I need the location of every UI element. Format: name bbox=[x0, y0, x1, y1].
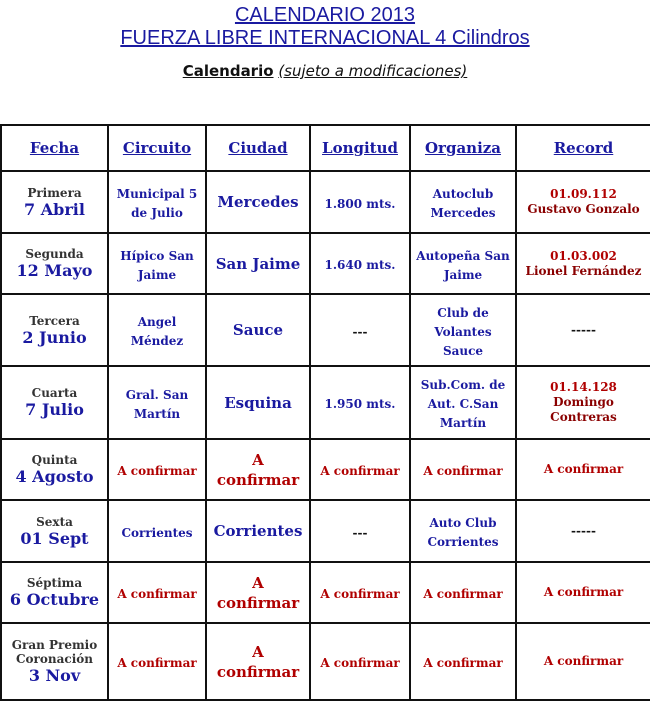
round-ordinal: Sexta bbox=[36, 514, 73, 529]
organiza-text: Autopeña San Jaime bbox=[416, 248, 510, 282]
cell-ciudad bbox=[206, 294, 310, 366]
longitud-text: 1.950 mts. bbox=[324, 397, 396, 411]
col-header-circuito: Circuito bbox=[108, 125, 206, 171]
cell-fecha bbox=[1, 366, 108, 439]
cell-record bbox=[516, 366, 650, 439]
cell-fecha bbox=[1, 171, 108, 233]
cell-record bbox=[516, 294, 650, 366]
record-time: ----- bbox=[571, 323, 596, 337]
organiza-text: A confirmar bbox=[423, 656, 503, 670]
circuito-text: Municipal 5 de Julio bbox=[116, 187, 198, 220]
ciudad-text: A confirmar bbox=[216, 573, 300, 612]
cell-organiza bbox=[410, 500, 516, 562]
ciudad-text: Sauce bbox=[232, 321, 284, 339]
cell-ciudad bbox=[206, 623, 310, 700]
organiza-text: Autoclub Mercedes bbox=[430, 187, 496, 220]
cell-fecha bbox=[1, 233, 108, 294]
ciudad-text: Esquina bbox=[224, 393, 292, 412]
record-holder: Domingo Contreras bbox=[550, 395, 617, 424]
cell-record bbox=[516, 623, 650, 700]
cell-circuito bbox=[108, 366, 206, 439]
table-row bbox=[1, 171, 650, 233]
circuito-text: A confirmar bbox=[117, 464, 197, 478]
circuito-text: Gral. San Martín bbox=[125, 387, 189, 421]
circuito-text: Angel Méndez bbox=[130, 315, 184, 348]
cell-fecha bbox=[1, 623, 108, 700]
ciudad-text: A confirmar bbox=[216, 450, 300, 489]
longitud-text: --- bbox=[352, 324, 368, 339]
ciudad-text: San Jaime bbox=[215, 254, 301, 273]
subtitle-bold: Calendario bbox=[182, 62, 274, 80]
organiza-text: A confirmar bbox=[423, 587, 503, 601]
ciudad-text: A confirmar bbox=[216, 642, 300, 681]
cell-organiza bbox=[410, 171, 516, 233]
cell-longitud bbox=[310, 562, 410, 623]
table-row bbox=[1, 623, 650, 700]
record-time: A confirmar bbox=[543, 585, 624, 599]
organiza-text: Club de Volantes Sauce bbox=[434, 305, 492, 358]
cell-ciudad bbox=[206, 233, 310, 294]
round-ordinal: Primera bbox=[27, 185, 82, 200]
cell-record bbox=[516, 439, 650, 500]
cell-longitud bbox=[310, 366, 410, 439]
longitud-text: A confirmar bbox=[320, 656, 400, 670]
round-date: 01 Sept bbox=[20, 528, 89, 548]
table-row bbox=[1, 294, 650, 366]
cell-circuito bbox=[108, 233, 206, 294]
header-row bbox=[1, 125, 650, 171]
cell-fecha bbox=[1, 500, 108, 562]
circuito-text: Corrientes bbox=[121, 525, 193, 540]
cell-organiza bbox=[410, 233, 516, 294]
record-time: ----- bbox=[571, 524, 596, 538]
ciudad-text: Mercedes bbox=[217, 193, 299, 211]
cell-ciudad bbox=[206, 171, 310, 233]
cell-record bbox=[516, 500, 650, 562]
cell-ciudad bbox=[206, 366, 310, 439]
longitud-text: A confirmar bbox=[320, 587, 400, 601]
cell-longitud bbox=[310, 500, 410, 562]
title-line-2: FUERZA LIBRE INTERNACIONAL 4 Cilindros bbox=[120, 27, 530, 49]
cell-circuito bbox=[108, 439, 206, 500]
round-ordinal: Tercera bbox=[29, 313, 80, 328]
title-line-1: CALENDARIO 2013 bbox=[234, 4, 416, 26]
cell-longitud bbox=[310, 171, 410, 233]
cell-record bbox=[516, 562, 650, 623]
cell-longitud bbox=[310, 294, 410, 366]
round-date: 7 Julio bbox=[25, 400, 84, 419]
cell-fecha bbox=[1, 562, 108, 623]
col-header-ciudad: Ciudad bbox=[206, 125, 310, 171]
round-date: 7 Abril bbox=[24, 199, 85, 219]
record-time: 01.14.128 bbox=[550, 380, 617, 394]
cell-circuito bbox=[108, 500, 206, 562]
round-ordinal: Séptima bbox=[26, 576, 83, 590]
organiza-text: Auto Club Corrientes bbox=[427, 516, 499, 549]
longitud-text: 1.800 mts. bbox=[324, 196, 396, 211]
record-time: A confirmar bbox=[543, 462, 624, 476]
cell-record bbox=[516, 171, 650, 233]
cell-ciudad bbox=[206, 500, 310, 562]
cell-record bbox=[516, 233, 650, 294]
round-date: 12 Mayo bbox=[16, 261, 93, 280]
table-row bbox=[1, 562, 650, 623]
cell-circuito bbox=[108, 623, 206, 700]
longitud-text: 1.640 mts. bbox=[324, 258, 396, 272]
cell-longitud bbox=[310, 623, 410, 700]
table-row bbox=[1, 500, 650, 562]
circuito-text: Hípico San Jaime bbox=[120, 248, 194, 282]
col-header-longitud: Longitud bbox=[310, 125, 410, 171]
cell-longitud bbox=[310, 233, 410, 294]
cell-organiza bbox=[410, 294, 516, 366]
round-date: 4 Agosto bbox=[15, 467, 94, 486]
cell-ciudad bbox=[206, 562, 310, 623]
round-ordinal: Gran Premio Coronación bbox=[11, 638, 98, 666]
cell-circuito bbox=[108, 171, 206, 233]
col-header-organiza: Organiza bbox=[410, 125, 516, 171]
record-holder: Gustavo Gonzalo bbox=[527, 202, 640, 216]
cell-organiza bbox=[410, 562, 516, 623]
cell-fecha bbox=[1, 439, 108, 500]
round-date: 2 Junio bbox=[22, 327, 87, 347]
organiza-text: Sub.Com. de Aut. C.San Martín bbox=[420, 378, 506, 430]
cell-organiza bbox=[410, 366, 516, 439]
record-time: 01.03.002 bbox=[550, 248, 617, 263]
cell-longitud bbox=[310, 439, 410, 500]
circuito-text: A confirmar bbox=[117, 656, 197, 670]
circuito-text: A confirmar bbox=[117, 587, 197, 601]
cell-circuito bbox=[108, 562, 206, 623]
round-date: 6 Octubre bbox=[9, 590, 100, 609]
cell-circuito bbox=[108, 294, 206, 366]
record-time: 01.09.112 bbox=[550, 187, 617, 201]
longitud-text: --- bbox=[352, 525, 368, 540]
cell-fecha bbox=[1, 294, 108, 366]
round-date: 3 Nov bbox=[28, 666, 81, 685]
col-header-record: Record bbox=[516, 125, 650, 171]
record-time: A confirmar bbox=[543, 654, 624, 668]
round-ordinal: Quinta bbox=[31, 453, 78, 467]
cell-ciudad bbox=[206, 439, 310, 500]
subtitle-italic: (sujeto a modificaciones) bbox=[278, 62, 468, 80]
table-row bbox=[1, 233, 650, 294]
cell-organiza bbox=[410, 439, 516, 500]
round-ordinal: Segunda bbox=[25, 247, 84, 261]
calendar-table bbox=[0, 124, 650, 701]
table-row bbox=[1, 366, 650, 439]
organiza-text: A confirmar bbox=[423, 464, 503, 478]
record-holder: Lionel Fernández bbox=[525, 263, 642, 278]
subtitle bbox=[0, 62, 650, 80]
longitud-text: A confirmar bbox=[320, 464, 400, 478]
col-header-fecha: Fecha bbox=[1, 125, 108, 171]
ciudad-text: Corrientes bbox=[213, 522, 303, 540]
round-ordinal: Cuarta bbox=[31, 386, 78, 400]
table-row bbox=[1, 439, 650, 500]
cell-organiza bbox=[410, 623, 516, 700]
